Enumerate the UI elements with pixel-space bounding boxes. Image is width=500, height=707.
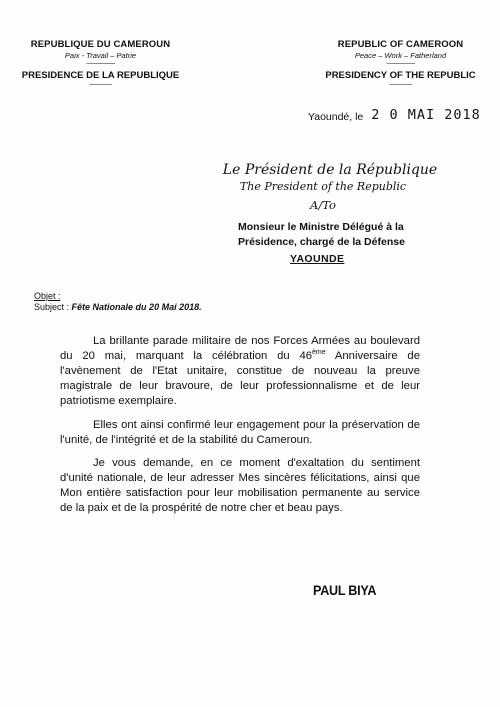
recipient-city: YAOUNDE: [290, 253, 345, 265]
paragraph-1-text-cont: Anniversaire de l'avènement de l'Etat unitaire, constitue de nouveau la preuve magistrale de leur bravoure, de leur professionnalisme et de leur patriotisme exemplaire.: [60, 350, 420, 407]
recipient-line: Monsieur le Ministre Délégué à la: [238, 221, 404, 233]
object-label: Objet :: [34, 291, 61, 301]
date-place: Yaoundé, le: [308, 111, 364, 123]
ordinal-superscript: ème: [312, 349, 326, 356]
office-name-en: PRESIDENCY OF THE REPUBLIC: [325, 70, 476, 81]
signature-name: PAUL BIYA: [313, 582, 377, 598]
recipient-line: Présidence, chargé de la Défense: [238, 236, 405, 248]
header-left-french: [13, 39, 188, 88]
subject-label: Subject :: [34, 302, 70, 312]
motto-fr: Paix - Travail – Patrie: [64, 51, 137, 60]
header-right-english: [313, 39, 488, 88]
subject-value: Fête Nationale du 20 Mai 2018.: [71, 302, 202, 312]
office-name-fr: PRESIDENCE DE LA REPUBLIQUE: [21, 70, 180, 81]
paragraph-3: Je vous demande, en ce moment d'exaltation du sentiment d'unité nationale, de leur adresser Mes sincères félicitations, ainsi que Mon entière satisfaction pour leur mobilisation permanente au service de la paix et de la prospérité de notre cher et beau pays.: [60, 457, 420, 514]
sender-title-en: The President of the Republic: [239, 180, 407, 193]
country-name-fr: REPUBLIQUE DU CAMEROUN: [30, 39, 171, 50]
addressee-prefix: A/To: [310, 198, 336, 212]
header-separator: ---------------: [389, 82, 412, 88]
country-name-en: REPUBLIC OF CAMEROON: [337, 39, 464, 50]
paragraph-1: [60, 334, 420, 409]
dateline: [308, 108, 481, 124]
sender-title-fr: Le Président de la République: [222, 162, 438, 178]
paragraph-2: Elles ont ainsi confirmé leur engagement pour la préservation de l'unité, de l'intégrité et de la stabilité du Cameroun.: [60, 419, 420, 446]
subject-block: [34, 291, 202, 313]
paragraph-1-text: La brillante parade militaire de nos Forces Armées au boulevard du 20 mai, marquant la célébration du 46: [60, 335, 420, 362]
recipient-block: [238, 220, 438, 250]
header-separator: ---------------: [89, 82, 112, 88]
motto-en: Peace – Work – Fatherland: [354, 51, 447, 60]
header-separator: -------------------: [86, 61, 115, 67]
header-separator: -------------------: [386, 61, 415, 67]
date-stamp: 2 0 MAI 2018: [371, 107, 481, 123]
